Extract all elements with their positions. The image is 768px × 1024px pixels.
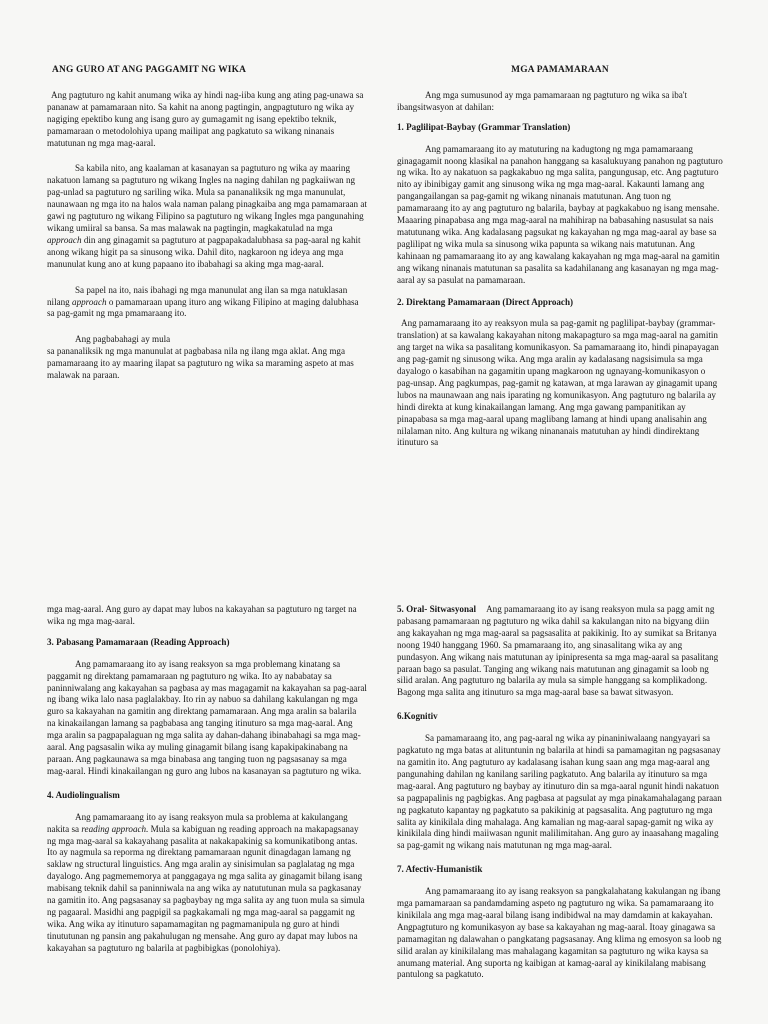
paragraph-intro: Ang pagtuturo ng kahit anumang wika ay hindi nag-iiba kung ang ating pag-unawa sa pananaw at pamamaraan nito. Sa kahit na anong pagtingin, angpagtuturo ng wika ay nagiging epektibo kung ang isang guro ay gumagamit ng isang epektibo teknik, pamamaraan o metodolohiya upang mailipat ang pagkatuto sa wikang ninanais matutunan ng mga mag-aaral.	[47, 89, 364, 148]
left-column-bottom	[47, 604, 367, 965]
reading-approach-term: reading approach.	[81, 823, 149, 834]
section-2-title: 2. Direktang Pamamaraan (Direct Approach)	[397, 296, 574, 307]
right-column-top	[397, 65, 723, 459]
section-7-title: 7. Afectiv-Humanistik	[397, 864, 483, 875]
section-3-body: Ang pamamaraang ito ay isang reaksyon sa mga problemang kinatang sa paggamit ng direktang pamamaraan ng pagtuturo ng wika. Ito ay nababatay sa paninniwalang ang kakayahan sa pagbasa ay mas magagamit na kakayahan sa pag-aaral ng ibang wika lalo nasa paglalakbay. Ito rin ay nabuo sa dahilang kakulangan ng mga guro sa kakayahan na gamitin ang direktang pamamaraan. Ang mga aralin sa balarila na kinakailangan lamang sa pagbabasa ang tanging itinuturo sa mga mag-aaral. Ang mga aralin sa pagpapalaguan ng mga salita ay dahan-dahang ibinabahagi sa mga mag-aaral. Ang pagsasalin wika ay muling ginagamit bilang isang kapakipakinabang na paraan. Ang pagkaunawa sa mga binabasa ang tanging tuon ng pagsasanay sa mga mag-aaral. Hindi kinakailangan ng guro ang lubos na kasanayan sa pagtuturo ng wika.	[47, 658, 367, 776]
paragraph-purpose-text: Sa papel na ito, nais ibahagi ng mga manunulat ang ilan sa mga natuklasan nilang	[47, 284, 348, 307]
paragraph-sharing-rest: sa pananaliksik ng mga manunulat at pagbabasa nila ng ilang mga aklat. Ang mga pamamaraang ito ay maaring ilapat sa pagtuturo ng wika sa maraming aspeto at mas malawak na paraan.	[47, 346, 354, 381]
section-2-body: Ang pamamaraang ito ay reaksyon mula sa pag-gamit ng paglilipat-baybay (grammar-translation) at sa kawalang kakayahan nitong makapagturo sa mga mag-aaral na gamitin ang target na wika sa pasalitang komunikasyon. Sa pamamaraang ito, hindi pinapayagan ang pag-gamit ng sinusong wika. Ang mga aralin ay kadalasang nagsisimula sa mga dayalogo o kasabihan na gagamitin upang magkaroon ng ugnayang-komunikasyon o pag-unsap. Ang pagkumpas, pag-gamit ng katawan, at mga larawan ay ginagamit upang lubos na maunawaan ang nais iparating ng komunikasyon. Ang pagtuturo ng balarila ay hindi direkta at kung kinakailangan lamang. Ang mga gawang pampanitikan ay pinapabasa sa mga mag-aaral upang maglibang lamang at hindi upang analisahin ang nilalaman nito. Ang kultura ng wikang ninananais matutuhan ay hindi dindirektang itinuturo sa	[397, 318, 719, 448]
paragraph-purpose	[47, 285, 367, 321]
section-5	[397, 604, 723, 699]
section-5-title: 5. Oral- Sitwasyonal	[397, 604, 477, 614]
section-7-body: Ang pamamaraang ito ay isang reaksyon sa pangkalahatang kakulangan ng ibang mga pamamaraan sa pandamdaming aspeto ng pagtuturo ng wika. Sa pamamaraang ito kinikilala ang mga mag-aaral bilang isang indibidwal na may damdamin at kakayahan. Angpagtuturo ng komunikasyon ay base sa kakayahan ng mag-aaral. Itoay ginagawa sa pamamagitan ng dalawahan o pangkatang pagsasanay. Ang klima ng emosyon sa loob ng silid aralan ay kinikilalang mas mahalagang kagamitan sa pagtuturo ng wika kaysa sa anumang material. Ang suporta ng kaibigan at kamag-aaral ay kinikilalang mabisang pantulong sa pagkatuto.	[397, 886, 722, 980]
section-4-end: Mula sa kabiguan ng reading approach na makapagsanay ng mga mag-aaral sa kakayahang pasalita at nakakapakinig sa komunikatibong antas. Ito ay nagmula sa reporma ng direktang pamamaraan ngunit dinagdagan lamang ng saklaw ng structural linguistics. Ang mga aralin ay sinisimulan sa paglalatag ng mga dayalogo. Ang pagmememorya at panggagaya ng mga salita ay ginagamit bilang isang mabisang teknik dahil sa paninniwala na ang wika ay natututunan mula sa pagkasanay na gamitin ito. Ang pagsasanay sa pagbaybay ng mga salita ay ang tuon mula sa simula ng pagaaral. Masidhi ang pagpigil sa pagkakamali ng mga mag-aaral sa paggamit ng wika. Ang wika ay itinuturo sapamamagitan ng pagmamanipula ng guro at hindi tinututunan ng pansin ang pakahulugan ng mensahe. Ang guro ay dapat may lubos na kakayahan sa pagtuturo ng balarila at pagbibigkas (ponolohiya).	[47, 823, 365, 953]
paragraph-purpose-end: o pamamaraan upang ituro ang wikang Filipino at maging dalubhasa sa pag-gamit ng mga pmamaraang ito.	[47, 296, 359, 319]
methods-title: MGA PAMAMARAAN	[511, 65, 609, 75]
section-5-body: Ang pamamaraang ito ay isang reaksyon mula sa pagg amit ng pabasang pamamaraan ng pagtuturo ng wika dahil sa kakulangan nito na bigyang diin ang kakayahan ng mga mag-aaral sa pagsasalita at pakikinig. Ito ay sumikat sa Britanya noong 1940 hanggang 1960. Sa pmamaraang ito, ang sinasalitang wika ay ang pundasyon. Ang wikang nais matutunan ay ipinipresenta sa mga mag-aaral sa pasalitang paraan bago sa pasulat. Tanging ang wikang nais matutunan ang ginagamit sa loob ng silid aralan. Ang pagtuturo ng balarila ay mula sa simple hanggang sa komplikadong. Bagong mga salita ang itinuturo sa mga mag-aaral base sa bawat sitwasyon.	[397, 604, 719, 698]
section-6-title: 6.Kognitiv	[397, 711, 438, 722]
section-6-body: Sa pamamaraang ito, ang pag-aaral ng wika ay pinaniniwalaang nangyayari sa pagkatuto ng mga batas at alituntunin ng balarila at hindi sa pamamagitan ng pagsasanay na gamitin ito. Ang pagtuturo ay kadalasang isahan kung saan ang mga mag-aaral ang pangunahing dahilan ng kanilang sariling pagkatuto. Ang balarila ay itinuturo sa mga mag-aaral. Ang pagtuturo ng baybay ay itinuturo din sa mga-aaral ngunit hindi nakatuon sa pagpapalinis ng pagbigkas. Ang pagbasa at pagsulat ay mga pinakamahalagang paraan ng pagkatuto kapantay ng pagkatuto sa pakikinig at pagsasalita. Ang pagtuturo ng mga salita ay kinikilala ding mahalaga. Ang kamalian ng mag-aaral sapag-gamit ng wika ay kinikilala ding hindi maiiwasan ngunit malilimitahan. Ang guro ay inaasahang magaling sa pag-gamit ng wikang nais matutunan ng mga mag-aaral.	[397, 733, 722, 851]
paragraph-sharing-first: Ang pagbabahagi ay mula	[75, 334, 171, 345]
paragraph-context	[47, 163, 367, 270]
right-column-bottom	[397, 604, 723, 991]
section-4-text: Ang pamamaraang ito ay isang reaksyon mula sa problema at kakulangang nakita sa	[47, 811, 348, 834]
paragraph-sharing	[47, 334, 367, 382]
section-4-body	[47, 812, 367, 955]
approach-term: approach	[47, 234, 82, 245]
section-2-continued: mga mag-aaral. Ang guro ay dapat may lubos na kakayahan sa pagtuturo ng target na wika ng mga mag-aaral.	[47, 604, 357, 626]
left-column-top	[47, 65, 367, 392]
document-title: ANG GURO AT ANG PAGGAMIT NG WIKA	[52, 65, 247, 75]
paragraph-context-end: din ang ginagamit sa pagtuturo at pagpapakadalubhasa sa pag-aaral ng kahit anong wikang higit pa sa sinusong wika. Dahil dito, nagkaroon ng ideya ang mga manunulat kung ano at kung papaano ito ibabahagi sa aking mga mag-aaral.	[47, 234, 361, 269]
section-3-title: 3. Pabasang Pamamaraan (Reading Approach)	[47, 636, 230, 647]
section-1-body: Ang pamamaraang ito ay matuturing na kadugtong ng mga pamamaraang ginagagamit noong klasikal na panahon hanggang sa kasalukuyang panahon ng pagtuturo ng wika. Ito ay nakatuon sa pagkakabuo ng mga salita, pangungusap, etc. Ang pagtuturo nito ay ibinibigay gamit ang sinusong wika ng mga mag-aaral. Kakaunti lamang ang pangangailangan sa pag-gamit ng wikang ninanais matutunan. Ang tuon ng pamamaraang ito ay ang pagtuturo ng balarila, baybay at pagkakabuo ng isang mensahe. Maaaring pinapabasa ang mga mag-aaral na mahihirap na babasahing nasusulat sa nais matutunang wika. Ang kadalasang pagsukat ng kakayahan ng mga mag-aaral ay base sa paglilipat ng wika mula sa sinusong wika papunta sa wikang nais matutunan. Ang kahinaan ng pamamaraang ito ay ang kawalang kakayahan ng mga mag-aaral na gamitin ang wikang ninanais matutunan sa pasalita sa kadahilanang ang kasanayan ng mga mag-aaral ay sa pasulat na pamamaraan.	[397, 143, 723, 285]
section-4-title: 4. Audiolingualism	[47, 789, 120, 800]
approach-term: approach	[72, 296, 107, 307]
section-1-title: 1. Paglilipat-Baybay (Grammar Translation)	[397, 121, 571, 132]
paragraph-context-text: Sa kabila nito, ang kaalaman at kasanayan sa pagtuturo ng wika ay maaring nakatuon lamang sa pagtuturo ng wikang Ingles na naging dahilan ng pagkaiiwan ng pag-unlad sa pagtuturo ng sariling wika. Mula sa pananaliksik ng mga manunulat, naunawaan ng mga ito na halos wala naman palang pinagkaiba ang mga pamamaraan at gawi ng pagtuturo ng wikang Filipino sa pagtuturo ng wikang Ingles mga pangunahing wikang umiiral sa bansa. Sa mas malawak na pagtingin, magkakatulad na mga	[47, 163, 367, 233]
methods-intro: Ang mga sumusunod ay mga pamamaraan ng pagtuturo ng wika sa iba't ibangsitwasyon at dahilan:	[397, 89, 688, 112]
